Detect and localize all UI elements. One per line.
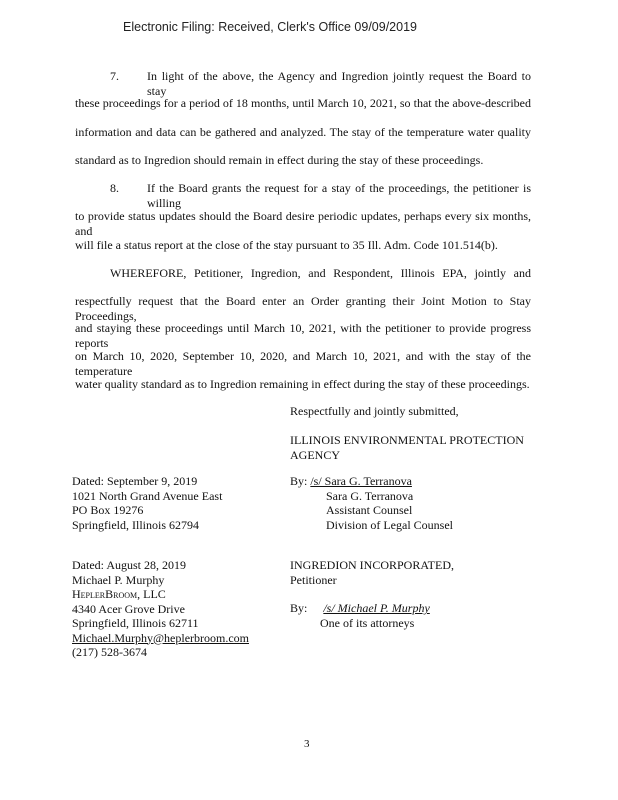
signature: /s/ Michael P. Murphy bbox=[323, 601, 430, 615]
attorney-name: Michael P. Murphy bbox=[72, 572, 165, 587]
signer-title: Assistant Counsel bbox=[326, 503, 413, 517]
paragraph-7-line: these proceedings for a period of 18 months, until March 10, 2021, so that the above-described bbox=[75, 96, 531, 110]
paragraph-7-line: standard as to Ingredion should remain in effect during the stay of these proceedings. bbox=[75, 153, 484, 167]
company-name: INGREDION INCORPORATED, bbox=[290, 558, 454, 572]
wherefore-line: water quality standard as to Ingredion remaining in effect during the stay of these proceedings. bbox=[75, 377, 530, 391]
wherefore-line: WHEREFORE, Petitioner, Ingredion, and Respondent, Illinois EPA, jointly and bbox=[110, 266, 531, 280]
dated: Dated: August 28, 2019 bbox=[72, 558, 186, 572]
paragraph-7-line: information and data can be gathered and analyzed. The stay of the temperature water quality bbox=[75, 125, 531, 139]
signer-name: Sara G. Terranova bbox=[326, 488, 414, 503]
wherefore-line: on March 10, 2020, September 10, 2020, and March 10, 2021, and with the stay of the temperature bbox=[75, 349, 531, 378]
by-label: By: bbox=[290, 601, 308, 615]
paragraph-7-line: In light of the above, the Agency and Ingredion jointly request the Board to stay bbox=[147, 69, 531, 98]
closing: Respectfully and jointly submitted, bbox=[290, 404, 459, 418]
address-line: PO Box 19276 bbox=[72, 503, 144, 517]
ingredion-signature-block bbox=[290, 558, 475, 630]
company-role: Petitioner bbox=[290, 572, 337, 587]
ingredion-left-block bbox=[72, 558, 249, 660]
signer-description: One of its attorneys bbox=[320, 615, 415, 630]
paragraph-number: 7. bbox=[110, 69, 119, 83]
email-link[interactable]: Michael.Murphy@heplerbroom.com bbox=[72, 630, 250, 645]
wherefore-line: respectfully request that the Board enter an Order granting their Joint Motion to Stay Proceedings, bbox=[75, 294, 531, 323]
by-label: By: bbox=[290, 474, 311, 488]
signature: /s/ Sara G. Terranova bbox=[310, 474, 412, 488]
signer-division: Division of Legal Counsel bbox=[326, 517, 453, 532]
address-line: Springfield, Illinois 62711 bbox=[72, 616, 199, 630]
paragraph-number: 8. bbox=[110, 181, 119, 195]
page-number: 3 bbox=[304, 738, 310, 750]
agency-name bbox=[290, 433, 524, 462]
phone: (217) 528-3674 bbox=[72, 645, 147, 659]
dated: Dated: September 9, 2019 bbox=[72, 474, 198, 488]
paragraph-8-line: If the Board grants the request for a stay of the proceedings, the petitioner is willing bbox=[147, 181, 531, 210]
agency-left-block bbox=[72, 474, 222, 532]
agency-signature-block bbox=[290, 474, 453, 532]
agency-name-line: AGENCY bbox=[290, 447, 340, 462]
paragraph-8-line: to provide status updates should the Board desire periodic updates, perhaps every six months, and bbox=[75, 209, 531, 238]
wherefore-line: and staying these proceedings until March 10, 2021, with the petitioner to provide progress reports bbox=[75, 321, 531, 350]
address-line: Springfield, Illinois 62794 bbox=[72, 517, 199, 532]
address-line: 4340 Acer Grove Drive bbox=[72, 601, 185, 616]
paragraph-8-line: will file a status report at the close of the stay pursuant to 35 Ill. Adm. Code 101.514(b). bbox=[75, 238, 498, 252]
firm-name: HeplerBroom, LLC bbox=[72, 587, 166, 601]
agency-name-line: ILLINOIS ENVIRONMENTAL PROTECTION bbox=[290, 433, 524, 447]
address-line: 1021 North Grand Avenue East bbox=[72, 488, 223, 503]
filing-header: Electronic Filing: Received, Clerk's Office 09/09/2019 bbox=[123, 20, 417, 34]
